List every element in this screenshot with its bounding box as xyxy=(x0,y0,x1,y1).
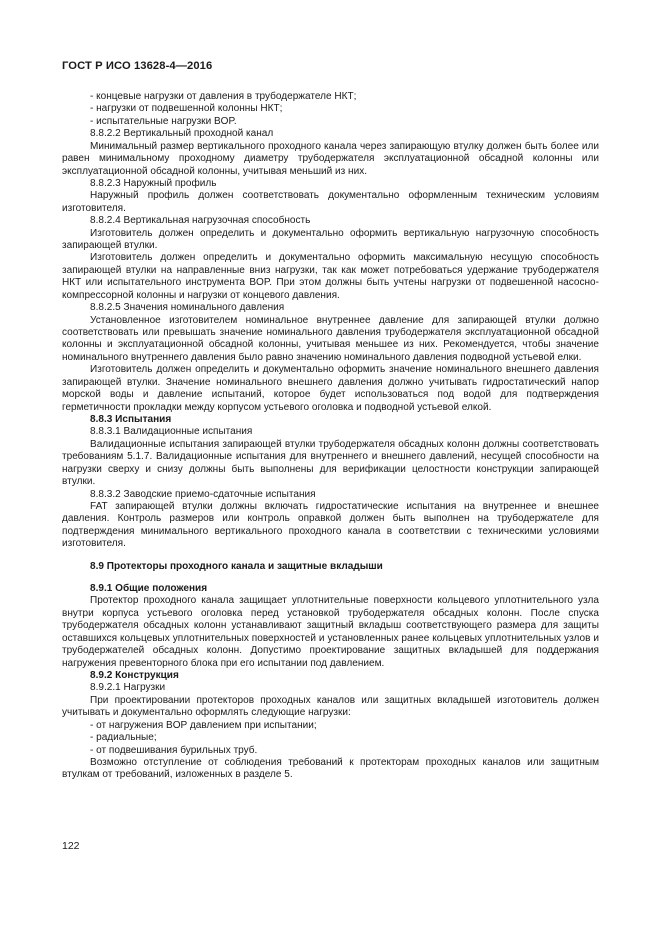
list-item: - испытательные нагрузки BOP. xyxy=(90,115,237,127)
list-item: - радиальные; xyxy=(90,732,157,744)
section-heading: 8.8.3 Испытания xyxy=(90,413,172,425)
document-code-header: ГОСТ Р ИСО 13628-4—2016 xyxy=(62,60,213,72)
subsection-heading: 8.8.2.4 Вертикальная нагрузочная способность xyxy=(90,215,311,227)
list-item: - нагрузки от подвешенной колонны НКТ; xyxy=(90,103,283,115)
paragraph: Изготовитель должен определить и документально оформить вертикальную нагрузочную способность запирающей втулки. xyxy=(62,227,599,252)
subsection-heading: 8.9.2.1 Нагрузки xyxy=(90,682,166,694)
paragraph: Протектор проходного канала защищает уплотнительные поверхности кольцевого уплотнительного узла внутри корпуса устьевого оголовка перед установкой трубодержателя обсадных колонн. После спуска трубодержателя обсадных колонн устанавливают защитный вкладыш соответствующего размера для защиты оставшихся кольцевых уплотнительных поверхностей и установленных ранее кольцевых уплотнительных узлов и трубодержателей обсадных колонн. Допустимо проектирование защитных вкладышей для поддержания нагружения превенторного блока при его испытании под давлением. xyxy=(62,595,599,669)
list-item: - концевые нагрузки от давления в трубодержателе НКТ; xyxy=(90,91,357,102)
paragraph: FAT запирающей втулки должны включать гидростатические испытания на внутреннее и внешнее давления. Контроль размеров или контроль оправкой должен быть выполнен на трубодержателе для подтверждения минимального вертикального проходного канала в соответствии с техническими условиями изготовителя. xyxy=(62,500,599,550)
subsection-heading: 8.8.3.2 Заводские приемо-сдаточные испытания xyxy=(90,488,316,500)
page-body xyxy=(62,91,599,782)
paragraph: Установленное изготовителем номинальное внутреннее давление для запирающей втулки должно соответствовать или превышать значение номинального давления трубодержателя эксплуатационной обсадной колонны и эксплуатационной обсадной колонны, учитывая меньшее из них. Рекомендуется, чтобы значение номинального внутреннего давления было равно значению номинального давления подводной устьевой елки. xyxy=(62,314,599,363)
subsection-heading: 8.8.3.1 Валидационные испытания xyxy=(90,426,253,438)
list-item: - от подвешивания бурильных труб. xyxy=(90,744,258,756)
paragraph: Минимальный размер вертикального проходного канала через запирающую втулку должен быть более или равен минимальному проходному диаметру трубодержателя эксплуатационной обсадной колонны или эксплуатационной обсадной колонны, учитывая меньший из них. xyxy=(62,140,599,177)
paragraph: При проектировании протекторов проходных каналов или защитных вкладышей изготовитель должен учитывать и документально оформлять следующие нагрузки: xyxy=(62,694,599,719)
section-heading: 8.9.1 Общие положения xyxy=(90,583,208,595)
paragraph: Возможно отступление от соблюдения требований к протекторам проходных каналов или защитным втулкам от требований, изложенных в разделе 5. xyxy=(62,756,599,781)
subsection-heading: 8.8.2.2 Вертикальный проходной канал xyxy=(90,128,274,140)
list-item: - от нагружения BOP давлением при испытании; xyxy=(90,719,317,731)
paragraph: Изготовитель должен определить и документально оформить значение номинального внешнего давления запирающей втулки. Значение номинального внешнего давления должно учитывать гидростатический напор морской воды и давление испытаний, которое будет использоваться под водой для подтверждения герметичности прокладки между корпусом устьевого оголовка и подводной устьевой елкой. xyxy=(62,364,599,413)
section-heading: 8.9.2 Конструкция xyxy=(90,669,179,681)
paragraph: Валидационные испытания запирающей втулки трубодержателя обсадных колонн должны соответствовать требованиям 5.1.7. Валидационные испытания для внутреннего и внешнего давлений, несущей способности на нагрузки сверху и снизу должны быть выполнены для верификации целостности конструкции запирающей втулки. xyxy=(62,438,599,488)
section-heading: 8.9 Протекторы проходного канала и защитные вкладыши xyxy=(90,560,383,572)
spacer xyxy=(62,551,599,561)
page-number: 122 xyxy=(62,840,80,852)
paragraph: Наружный профиль должен соответствовать документально оформленным техническим условиям изготовителя. xyxy=(62,190,599,214)
spacer xyxy=(62,573,599,583)
paragraph: Изготовитель должен определить и документально оформить максимальную несущую способность запирающей втулки на направленные вниз нагрузки, так как может потребоваться удержание трубодержателя НКТ или испытательного инструмента BOP. При этом должны быть учтены нагрузки от подвешенной насосно-компрессорной колонны и нагрузки от концевого давления. xyxy=(62,252,599,301)
subsection-heading: 8.8.2.5 Значения номинального давления xyxy=(90,302,285,314)
subsection-heading: 8.8.2.3 Наружный профиль xyxy=(90,177,217,189)
